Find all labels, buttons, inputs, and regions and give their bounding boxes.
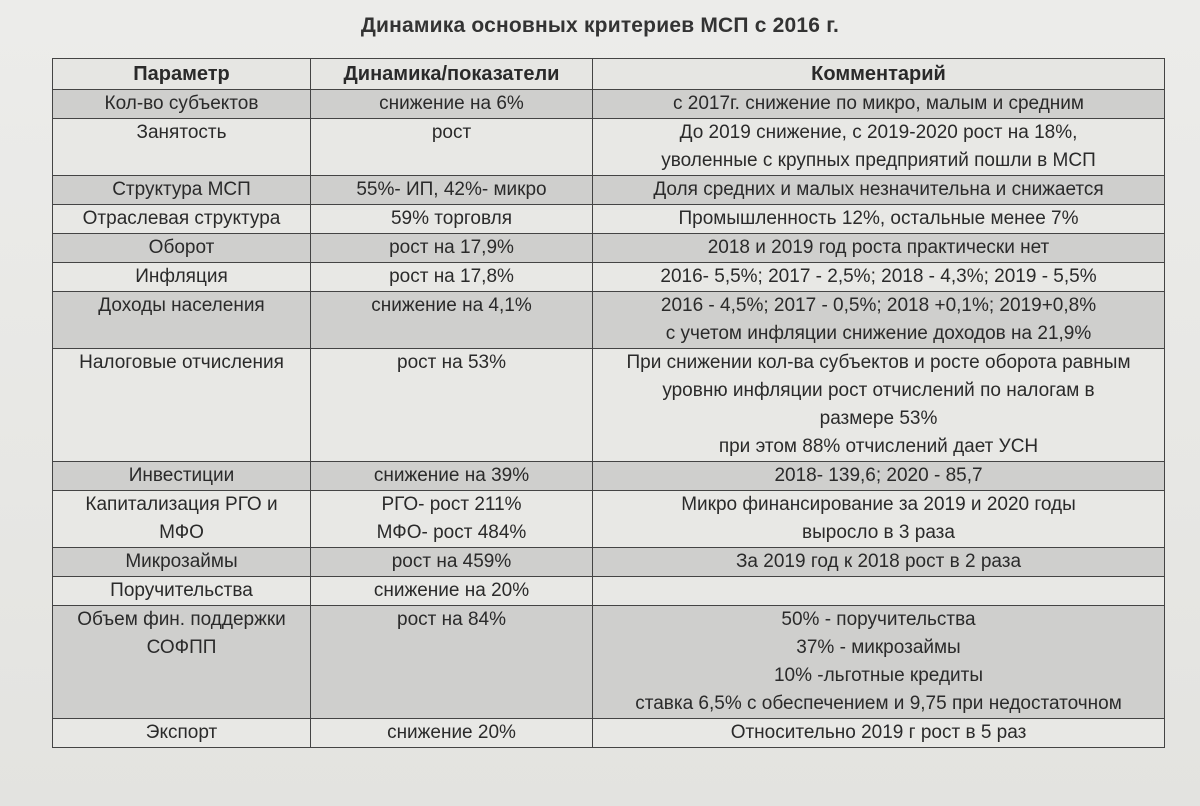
comment-cell-line: уровню инфляции рост отчислений по налогам в	[662, 380, 1095, 401]
comment-cell-line: 50% - поручительства	[781, 609, 976, 630]
parameter-cell	[53, 90, 311, 119]
parameter-cell-line: Кол-во субъектов	[104, 93, 259, 114]
dynamics-cell-line: снижение на 39%	[373, 465, 530, 486]
header-dynamics: Динамика/показатели	[311, 59, 593, 90]
dynamics-cell-line: 59% торговля	[390, 208, 513, 229]
comment-cell	[593, 548, 1165, 577]
parameter-cell	[53, 548, 311, 577]
dynamics-cell-line: 55%- ИП, 42%- микро	[356, 179, 547, 200]
dynamics-cell	[311, 462, 593, 491]
dynamics-cell-line: снижение 20%	[387, 722, 516, 743]
comment-cell-line: уволенные с крупных предприятий пошли в МСП	[661, 150, 1096, 171]
parameter-cell-line: Доходы населения	[98, 295, 265, 316]
table-row	[53, 205, 1165, 234]
table-row	[53, 462, 1165, 491]
dynamics-cell-line: снижение на 20%	[373, 580, 530, 601]
dynamics-cell-line: рост	[431, 122, 472, 143]
comment-cell-line: При снижении кол-ва субъектов и росте оборота равным	[626, 352, 1131, 373]
parameter-cell	[53, 176, 311, 205]
dynamics-cell-line: рост на 17,9%	[389, 237, 514, 258]
comment-cell-line: 37% - микрозаймы	[796, 637, 961, 658]
table-row	[53, 234, 1165, 263]
comment-cell-line: 2018- 139,6; 2020 - 85,7	[774, 465, 983, 486]
table-row	[53, 292, 1165, 349]
parameter-cell	[53, 292, 311, 349]
table-body	[53, 90, 1165, 748]
table-row	[53, 548, 1165, 577]
dynamics-cell	[311, 263, 593, 292]
parameter-cell	[53, 205, 311, 234]
comment-cell	[593, 263, 1165, 292]
header-comment: Комментарий	[593, 59, 1165, 90]
dynamics-cell	[311, 577, 593, 606]
dynamics-cell-line: рост на 53%	[397, 352, 506, 373]
comment-cell	[593, 349, 1165, 462]
parameter-cell-line: Объем фин. поддержки	[77, 609, 286, 630]
dynamics-cell	[311, 90, 593, 119]
parameter-cell-line: Налоговые отчисления	[79, 352, 284, 373]
dynamics-cell-line: МФО- рост 484%	[376, 522, 527, 543]
comment-cell-line: ставка 6,5% с обеспечением и 9,75 при недостаточном	[635, 693, 1122, 714]
comment-cell	[593, 176, 1165, 205]
comment-cell-line: За 2019 год к 2018 рост в 2 раза	[735, 551, 1022, 572]
table-row	[53, 263, 1165, 292]
comment-cell-line: выросло в 3 раза	[802, 522, 955, 543]
comment-cell-line: Микро финансирование за 2019 и 2020 годы	[681, 494, 1076, 515]
table-row	[53, 719, 1165, 748]
comment-cell	[593, 234, 1165, 263]
parameter-cell	[53, 462, 311, 491]
parameter-cell	[53, 349, 311, 462]
table-row	[53, 491, 1165, 548]
parameter-cell-line: МФО	[159, 522, 204, 543]
dynamics-cell	[311, 176, 593, 205]
comment-cell-line: с 2017г. снижение по микро, малым и средним	[673, 93, 1084, 114]
comment-cell	[593, 491, 1165, 548]
parameter-cell	[53, 577, 311, 606]
dynamics-cell	[311, 349, 593, 462]
dynamics-cell	[311, 119, 593, 176]
parameter-cell	[53, 719, 311, 748]
dynamics-cell-line: рост на 17,8%	[389, 266, 514, 287]
comment-cell	[593, 719, 1165, 748]
table-row	[53, 349, 1165, 462]
dynamics-cell-line: рост на 84%	[397, 609, 506, 630]
parameter-cell-line: Микрозаймы	[125, 551, 238, 572]
comment-cell	[593, 606, 1165, 719]
comment-cell-line: 10% -льготные кредиты	[773, 665, 984, 686]
dynamics-cell	[311, 548, 593, 577]
comment-cell-line: Относительно 2019 г рост в 5 раз	[730, 722, 1027, 743]
parameter-cell-line: СОФПП	[146, 637, 217, 658]
comment-cell-line: размере 53%	[819, 408, 938, 429]
comment-cell-line: с учетом инфляции снижение доходов на 21,9%	[665, 323, 1092, 344]
comment-cell	[593, 205, 1165, 234]
parameter-cell-line: Оборот	[148, 237, 215, 258]
dynamics-cell-line: снижение на 4,1%	[371, 295, 532, 316]
comment-cell	[593, 90, 1165, 119]
table-row	[53, 119, 1165, 176]
comment-cell	[593, 292, 1165, 349]
parameter-cell-line: Занятость	[136, 122, 227, 143]
table-row	[53, 606, 1165, 719]
comment-cell	[593, 119, 1165, 176]
table-header-row	[53, 59, 1165, 90]
dynamics-cell	[311, 234, 593, 263]
dynamics-cell-line: РГО- рост 211%	[381, 494, 522, 515]
comment-cell-line: Доля средних и малых незначительна и снижается	[653, 179, 1104, 200]
parameter-cell-line: Капитализация РГО и	[85, 494, 278, 515]
comment-cell-line: при этом 88% отчислений дает УСН	[718, 436, 1039, 457]
parameter-cell	[53, 263, 311, 292]
parameter-cell-line: Поручительства	[110, 580, 253, 601]
parameter-cell-line: Отраслевая структура	[82, 208, 281, 229]
parameter-cell	[53, 606, 311, 719]
parameter-cell-line: Инвестиции	[128, 465, 235, 486]
comment-cell-line: 2016- 5,5%; 2017 - 2,5%; 2018 - 4,3%; 2019 - 5,5%	[660, 266, 1097, 287]
table-row	[53, 577, 1165, 606]
comment-cell	[593, 577, 1165, 606]
dynamics-cell	[311, 205, 593, 234]
parameter-cell	[53, 491, 311, 548]
parameter-cell-line: Экспорт	[145, 722, 218, 743]
parameter-cell	[53, 234, 311, 263]
parameter-cell-line: Структура МСП	[112, 179, 251, 200]
table-row	[53, 176, 1165, 205]
dynamics-cell-line: снижение на 6%	[379, 93, 524, 114]
comment-cell-line: 2016 - 4,5%; 2017 - 0,5%; 2018 +0,1%; 2019+0,8%	[660, 295, 1097, 316]
comment-cell	[593, 462, 1165, 491]
dynamics-cell	[311, 491, 593, 548]
comment-cell-line: До 2019 снижение, с 2019-2020 рост на 18%,	[679, 122, 1078, 143]
header-parameter: Параметр	[53, 59, 311, 90]
dynamics-cell	[311, 292, 593, 349]
criteria-table	[52, 58, 1165, 748]
table-row	[53, 90, 1165, 119]
dynamics-cell	[311, 606, 593, 719]
document-title: Динамика основных критериев МСП с 2016 г.	[360, 14, 840, 37]
dynamics-cell-line: рост на 459%	[391, 551, 512, 572]
comment-cell-line: Промышленность 12%, остальные менее 7%	[678, 208, 1079, 229]
comment-cell-line: 2018 и 2019 год роста практически нет	[707, 237, 1050, 258]
dynamics-cell	[311, 719, 593, 748]
parameter-cell	[53, 119, 311, 176]
parameter-cell-line: Инфляция	[135, 266, 228, 287]
